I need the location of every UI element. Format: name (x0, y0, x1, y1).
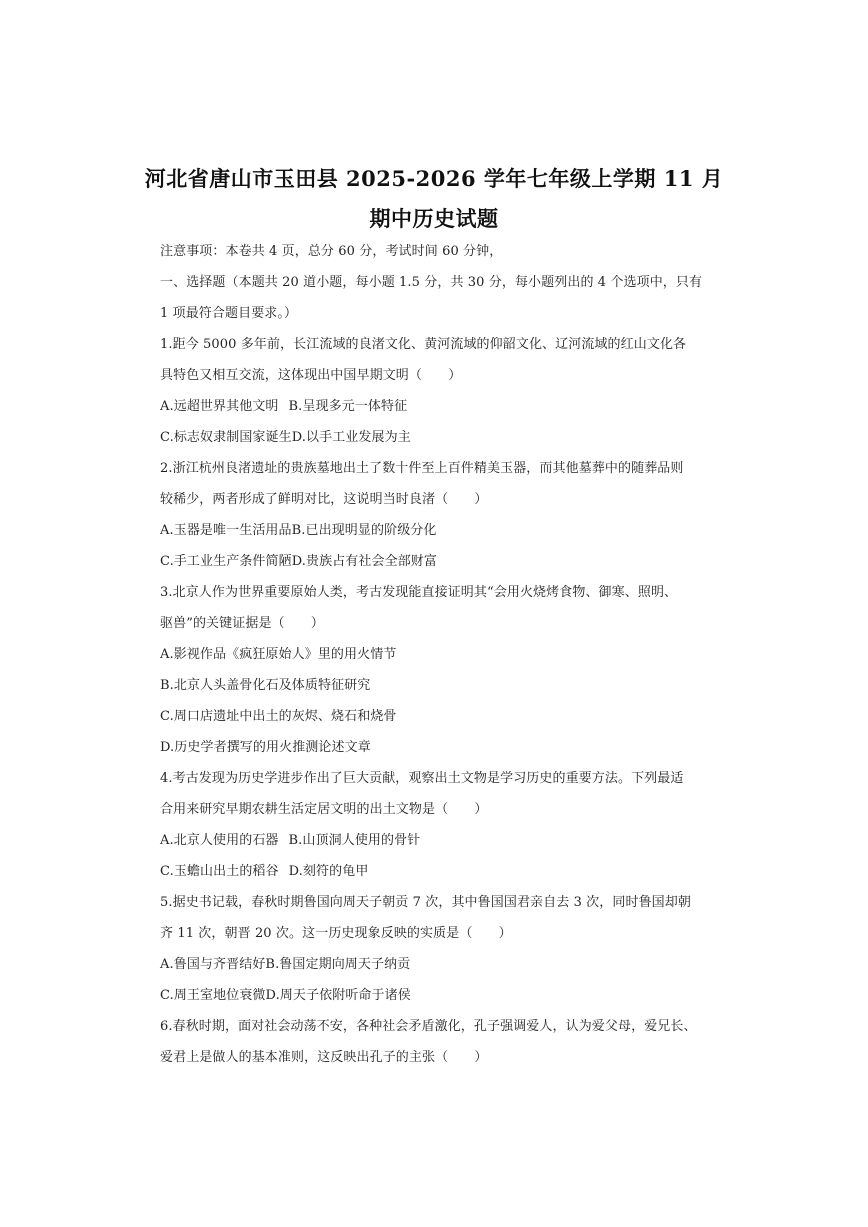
option-5c: C.周王室地位衰微 (160, 988, 266, 1003)
option-3c: C.周口店遗址中出土的灰烬、烧石和烧骨 (160, 709, 397, 724)
option-1a: A.远超世界其他文明 (160, 399, 279, 414)
question-2-options-cd (160, 554, 437, 570)
exam-title-line2: 期中历史试题 (369, 206, 499, 231)
option-3b: B.北京人头盖骨化石及体质特征研究 (160, 678, 371, 693)
option-1c: C.标志奴隶制国家诞生 (160, 430, 292, 445)
question-4-stem: 4.考古发现为历史学进步作出了巨大贡献，观察出土文物是学习历史的重要方法。下列最适 (160, 771, 684, 786)
question-3-stem-cont: 驱兽”的关键证据是（ ） (160, 616, 324, 631)
section-heading: 一、选择题（本题共 20 道小题，每小题 1.5 分，共 30 分，每小题列出的 4 个选项中，只有 (160, 275, 703, 290)
question-4-stem-cont: 合用来研究早期农耕生活定居文明的出土文物是（ ） (160, 802, 488, 817)
question-4-options-cd (160, 864, 368, 880)
question-1-options-cd (160, 430, 411, 446)
option-2c: C.手工业生产条件简陋 (160, 554, 292, 569)
exam-notice: 注意事项：本卷共 4 页，总分 60 分，考试时间 60 分钟， (160, 244, 503, 259)
option-5a: A.鲁国与齐晋结好 (160, 957, 266, 972)
question-1-options-ab (160, 399, 407, 415)
option-1b: B.呈现多元一体特征 (288, 399, 408, 414)
question-2-stem-cont: 较稀少，两者形成了鲜明对比，这说明当时良渚（ ） (160, 492, 488, 507)
option-1d: D.以手工业发展为主 (291, 430, 411, 445)
exam-title-line1: 河北省唐山市玉田县 2025-2026 学年七年级上学期 11 月 (144, 166, 724, 191)
option-2b: B.已出现明显的阶级分化 (291, 523, 437, 538)
question-2-stem: 2.浙江杭州良渚遗址的贵族墓地出土了数十件至上百件精美玉器，而其他墓葬中的随葬品则 (160, 461, 684, 476)
option-5d: D.周天子依附听命于诸侯 (265, 988, 411, 1003)
option-4b: B.山顶洞人使用的骨针 (288, 833, 421, 848)
question-5-stem: 5.据史书记载，春秋时期鲁国向周天子朝贡 7 次，其中鲁国国君亲自去 3 次，同时鲁国却朝 (160, 895, 691, 910)
option-3d: D.历史学者撰写的用火推测论述文章 (160, 740, 371, 755)
option-4d: D.刻符的龟甲 (288, 864, 369, 879)
option-4a: A.北京人使用的石器 (160, 833, 279, 848)
option-3a: A.影视作品《疯狂原始人》里的用火情节 (160, 647, 397, 662)
question-5-options-cd (160, 988, 411, 1004)
question-3-stem: 3.北京人作为世界重要原始人类，考古发现能直接证明其“会用火烧烤食物、御寒、照明、 (160, 585, 678, 600)
question-5-stem-cont: 齐 11 次，朝晋 20 次。这一历史现象反映的实质是（ ） (160, 926, 512, 941)
question-5-options-ab (160, 957, 410, 973)
option-2a: A.玉器是唯一生活用品 (160, 523, 292, 538)
question-6-stem-cont: 爱君上是做人的基本准则，这反映出孔子的主张（ ） (160, 1050, 488, 1065)
question-1-stem: 1.距今 5000 多年前，长江流域的良渚文化、黄河流域的仰韶文化、辽河流域的红山文化各 (160, 337, 687, 352)
section-heading-cont: 1 项最符合题目要求。） (160, 306, 298, 321)
option-5b: B.鲁国定期向周天子纳贡 (265, 957, 411, 972)
question-6-stem: 6.春秋时期，面对社会动荡不安，各种社会矛盾激化，孔子强调爱人，认为爱父母，爱兄长、 (160, 1019, 697, 1034)
option-4c: C.玉蟾山出土的稻谷 (160, 864, 279, 879)
question-1-stem-cont: 具特色又相互交流，这体现出中国早期文明（ ） (160, 368, 462, 383)
option-2d: D.贵族占有社会全部财富 (291, 554, 438, 569)
question-4-options-ab (160, 833, 420, 849)
question-2-options-ab (160, 523, 437, 539)
